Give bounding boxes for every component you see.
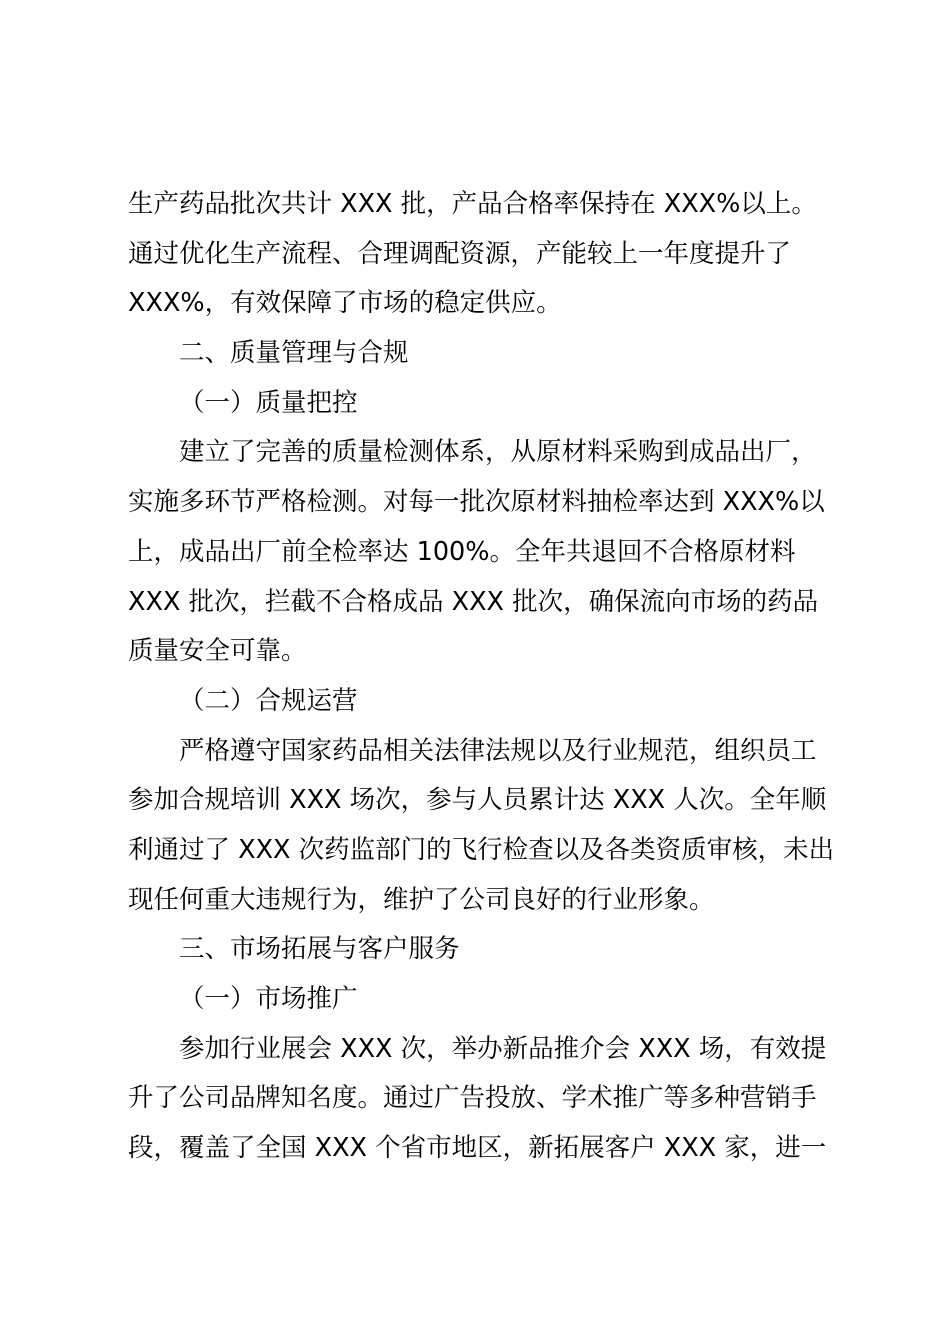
paragraph-line: 上，成品出厂前全检率达 100%。全年共退回不合格原材料: [128, 536, 796, 567]
paragraph-line: 利通过了 XXX 次药监部门的飞行检查以及各类资质审核，未出: [128, 834, 835, 865]
paragraph-line: 严格遵守国家药品相关法律法规以及行业规范，组织员工: [179, 735, 817, 766]
subsection-heading: （二）合规运营: [179, 685, 358, 716]
subsection-heading: （一）质量把控: [179, 387, 358, 418]
paragraph-line: 通过优化生产流程、合理调配资源，产能较上一年度提升了: [128, 238, 792, 269]
section-heading: 三、市场拓展与客户服务: [179, 934, 460, 965]
paragraph-line: 升了公司品牌知名度。通过广告投放、学术推广等多种营销手: [128, 1083, 817, 1114]
paragraph-line: 实施多环节严格检测。对每一批次原材料抽检率达到 XXX%以: [128, 487, 825, 518]
paragraph-line: 段，覆盖了全国 XXX 个省市地区，新拓展客户 XXX 家，进一: [128, 1133, 827, 1164]
paragraph-line: 建立了完善的质量检测体系，从原材料采购到成品出厂，: [179, 437, 817, 468]
paragraph-line: 参加行业展会 XXX 次，举办新品推介会 XXX 场，有效提: [179, 1033, 827, 1064]
paragraph-line: XXX 批次，拦截不合格成品 XXX 批次，确保流向市场的药品: [128, 586, 819, 617]
paragraph-line: XXX%，有效保障了市场的稳定供应。: [128, 288, 562, 319]
paragraph-line: 参加合规培训 XXX 场次，参与人员累计达 XXX 人次。全年顺: [128, 785, 827, 816]
paragraph-line: 生产药品批次共计 XXX 批，产品合格率保持在 XXX%以上。: [128, 189, 817, 219]
section-heading: 二、质量管理与合规: [179, 338, 409, 369]
paragraph-line: 质量安全可靠。: [128, 636, 307, 667]
document-body: [128, 180, 835, 1174]
subsection-heading: （一）市场推广: [179, 984, 358, 1014]
paragraph-line: 现任何重大违规行为，维护了公司良好的行业形象。: [128, 884, 715, 915]
